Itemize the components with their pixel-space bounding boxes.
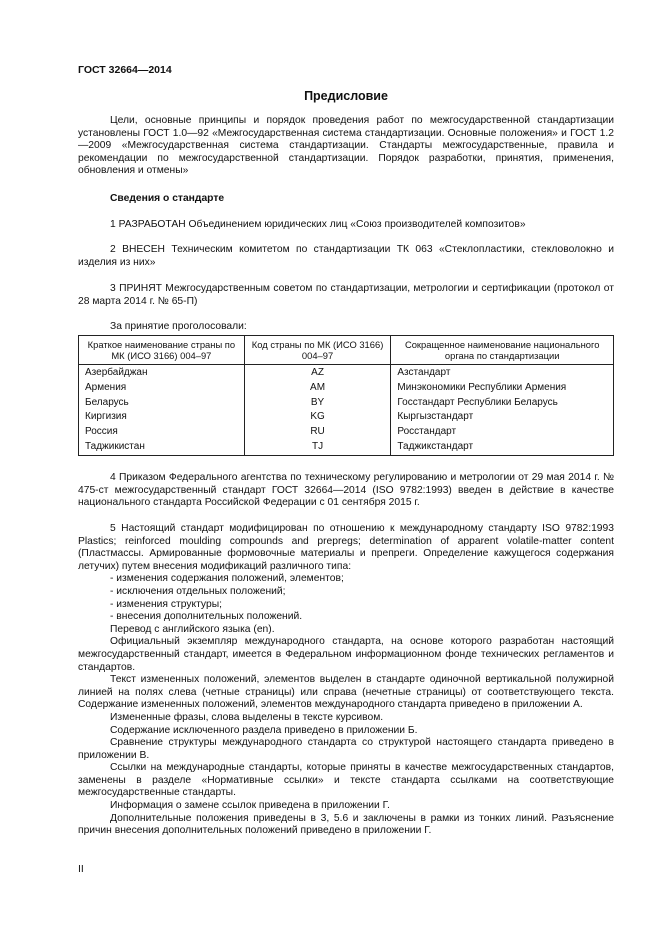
table-cell-body: Кыргызстандарт (391, 410, 614, 425)
table-cell-body: Госстандарт Республики Беларусь (391, 396, 614, 411)
excluded-section-note: Содержание исключенного раздела приведено в приложении Б. (110, 724, 418, 736)
table-cell-country: Таджикистан (79, 440, 245, 455)
vote-caption: За принятие проголосовали: (110, 321, 247, 332)
intro-block (78, 115, 614, 178)
table-cell-body: Росстандарт (391, 425, 614, 440)
item-3-paragraph: 3 ПРИНЯТ Межгосударственным советом по стандартизации, метрологии и сертификации (протокол от 28 марта 2014 г. № 65-П) (78, 283, 614, 307)
page-title: Предисловие (304, 89, 388, 103)
table-header-country: Краткое наименование страны по МК (ИСО 3166) 004–97 (79, 336, 245, 365)
table-cell-country: Беларусь (79, 396, 245, 411)
table-cell-code: AM (244, 381, 391, 396)
table-row (79, 425, 614, 440)
structure-comparison-note: Сравнение структуры международного стандарта со структурой настоящего стандарта приведено в приложении В. (78, 737, 614, 761)
table-cell-code: BY (244, 396, 391, 411)
additional-provisions-note: Дополнительные положения приведены в 3, 5.6 и заключены в рамки из тонких линий. Разъяснение причин внесения дополнительных положений приведено в приложении Г. (78, 812, 614, 837)
item-4-block (78, 472, 614, 510)
mod-list-item: - изменения содержания положений, элементов; (110, 573, 344, 585)
table-row (79, 365, 614, 381)
table-cell-body: Минэкономики Республики Армения (391, 381, 614, 396)
table-cell-code: KG (244, 410, 391, 425)
table-header-body: Сокращенное наименование национального органа по стандартизации (391, 336, 614, 365)
changed-text-note: Текст измененных положений, элементов выделен в стандарте одиночной вертикальной полужирной линией на полях слева (четные страницы) или справа (нечетные страницы) от соответствующего текста. Содержание измененных положений, элементов международного стандарта приведено в приложении А. (78, 674, 614, 711)
vote-caption-block (78, 321, 614, 334)
table-cell-body: Азстандарт (391, 365, 614, 381)
page-number: II (78, 863, 84, 875)
item-5-paragraph: 5 Настоящий стандарт модифицирован по отношению к международному стандарту ISO 9782:1993 Plastics; reinforced moulding compounds and prepregs; determination of apparent volatile-matter content (Пластмассы. Армированные формовочные материалы и препреги. Определение кажущегося содержания летучих) путем внесения модификаций различного типа: (78, 523, 614, 572)
voting-table (78, 335, 614, 456)
item-1-block (78, 219, 614, 232)
intro-paragraph: Цели, основные принципы и порядок проведения работ по межгосударственной стандартизации установлены ГОСТ 1.0—92 «Межгосударственная система стандартизации. Основные положения» и ГОСТ 1.2—2009 «Межгосударственная система стандартизации. Стандарты межгосударственные, правила и рекомендации по межгосударственной стандартизации. Порядок разработки, принятия, применения, обновления и отмены» (78, 115, 614, 177)
item-4-paragraph: 4 Приказом Федерального агентства по техническому регулированию и метрологии от 29 мая 2014 г. № 475-ст межгосударственный стандарт ГОСТ 32664—2014 (ISO 9782:1993) введен в действие в качестве национального стандарта Российской Федерации с 01 сентября 2015 г. (78, 472, 614, 509)
section-heading-block (78, 193, 614, 206)
table-cell-body: Таджикстандарт (391, 440, 614, 455)
table-row (79, 440, 614, 455)
official-copy-note: Официальный экземпляр международного стандарта, на основе которого разработан настоящий межгосударственный стандарт, имеется в Федеральном информационном фонде технических регламентов и стандартов. (78, 636, 614, 673)
table-header-code: Код страны по МК (ИСО 3166) 004–97 (244, 336, 391, 365)
mod-list-item: - исключения отдельных положений; (110, 585, 286, 597)
table-cell-country: Азербайджан (79, 365, 245, 381)
table-cell-country: Россия (79, 425, 245, 440)
table-header-row (79, 336, 614, 365)
table-cell-code: TJ (244, 440, 391, 455)
table-cell-code: AZ (244, 365, 391, 381)
table-row (79, 396, 614, 411)
item-2-block (78, 244, 614, 269)
table-cell-country: Киргизия (79, 410, 245, 425)
table-cell-code: RU (244, 425, 391, 440)
mod-list-item: - изменения структуры; (110, 598, 222, 610)
item-1-paragraph: 1 РАЗРАБОТАН Объединением юридических лиц «Союз производителей композитов» (110, 219, 526, 230)
translation-note: Перевод с английского языка (en). (110, 623, 275, 635)
mod-list-item: - внесения дополнительных положений. (110, 611, 303, 623)
document-id: ГОСТ 32664—2014 (78, 64, 172, 76)
item-2-paragraph: 2 ВНЕСЕН Техническим комитетом по стандартизации ТК 063 «Стеклопластики, стекловолокно и изделия из них» (78, 244, 614, 268)
references-note: Ссылки на международные стандарты, которые приняты в качестве межгосударственных стандартов, заменены в разделе «Нормативные ссылки» и тексте стандарта ссылками на соответствующие межгосударственные стандарты. (78, 762, 614, 799)
item-5-block (78, 523, 614, 838)
reference-replacement-note: Информация о замене ссылок приведена в приложении Г. (110, 800, 390, 812)
table-row (79, 410, 614, 425)
italic-note: Измененные фразы, слова выделены в тексте курсивом. (110, 711, 384, 723)
table-cell-country: Армения (79, 381, 245, 396)
table-row (79, 381, 614, 396)
section-heading: Сведения о стандарте (110, 193, 225, 204)
item-3-block (78, 283, 614, 308)
